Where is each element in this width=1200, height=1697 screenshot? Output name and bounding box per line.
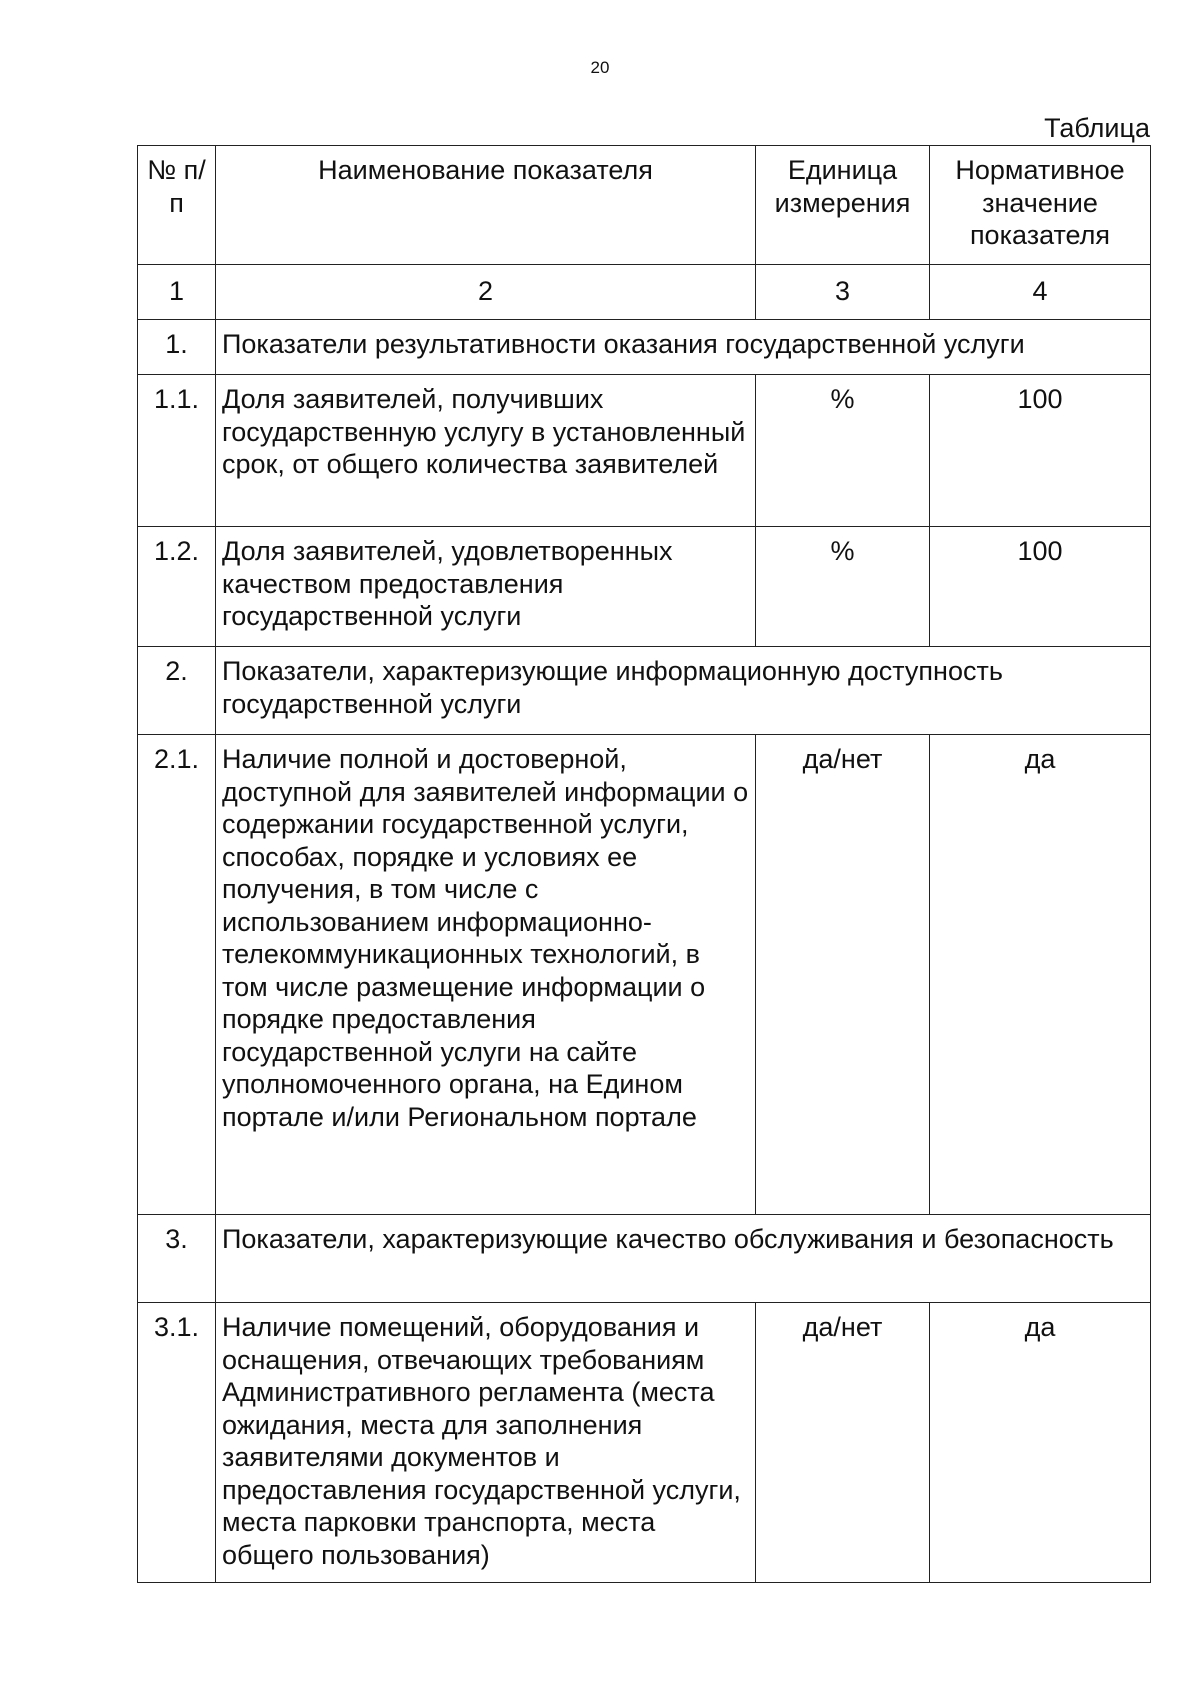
row-number: 3. [138, 1215, 216, 1303]
table-row [138, 375, 1151, 527]
section-title: Показатели, характеризующие качество обслуживания и безопасность [216, 1215, 1151, 1303]
header-unit: Единица измерения [756, 146, 930, 265]
indicator-value: 100 [930, 375, 1151, 527]
indicator-unit: % [756, 375, 930, 527]
section-title: Показатели результативности оказания государственной услуги [216, 320, 1151, 375]
indicator-name: Доля заявителей, удовлетворенных качеством предоставления государственной услуги [216, 527, 756, 647]
indicator-unit: % [756, 527, 930, 647]
page-number: 20 [590, 58, 610, 77]
header-name: Наименование показателя [216, 146, 756, 265]
header-num: № п/п [138, 146, 216, 265]
colnum-1: 1 [138, 265, 216, 320]
header-value: Нормативное значение показателя [930, 146, 1151, 265]
indicator-unit: да/нет [756, 1303, 930, 1583]
section-row [138, 647, 1151, 735]
section-title: Показатели, характеризующие информационную доступность государственной услуги [216, 647, 1151, 735]
table-row [138, 1303, 1151, 1583]
colnum-4: 4 [930, 265, 1151, 320]
indicator-value: да [930, 1303, 1151, 1583]
section-row [138, 1215, 1151, 1303]
indicator-name: Наличие помещений, оборудования и оснащения, отвечающих требованиям Административного регламента (места ожидания, места для заполнения заявителями документов и предоставления государственной услуги, места парковки транспорта, места общего пользования) [216, 1303, 756, 1583]
colnum-2: 2 [216, 265, 756, 320]
table-row [138, 735, 1151, 1215]
table-caption: Таблица [1044, 113, 1150, 143]
row-number: 1.2. [138, 527, 216, 647]
section-row [138, 320, 1151, 375]
table-header-row [138, 146, 1151, 265]
indicator-name: Наличие полной и достоверной, доступной для заявителей информации о содержании государственной услуги, способах, порядке и условиях ее получения, в том числе с использованием информационно-телекоммуникационных технологий, в том числе размещение информации о порядке предоставления государственной услуги на сайте уполномоченного органа, на Едином портале и/или Региональном портале [216, 735, 756, 1215]
colnum-3: 3 [756, 265, 930, 320]
indicator-name: Доля заявителей, получивших государственную услугу в установленный срок, от общего количества заявителей [216, 375, 756, 527]
table-row [138, 527, 1151, 647]
row-number: 1. [138, 320, 216, 375]
row-number: 2. [138, 647, 216, 735]
row-number: 2.1. [138, 735, 216, 1215]
row-number: 1.1. [138, 375, 216, 527]
indicator-unit: да/нет [756, 735, 930, 1215]
column-numbers-row [138, 265, 1151, 320]
row-number: 3.1. [138, 1303, 216, 1583]
indicator-value: 100 [930, 527, 1151, 647]
indicator-value: да [930, 735, 1151, 1215]
indicators-table [137, 145, 1151, 1583]
